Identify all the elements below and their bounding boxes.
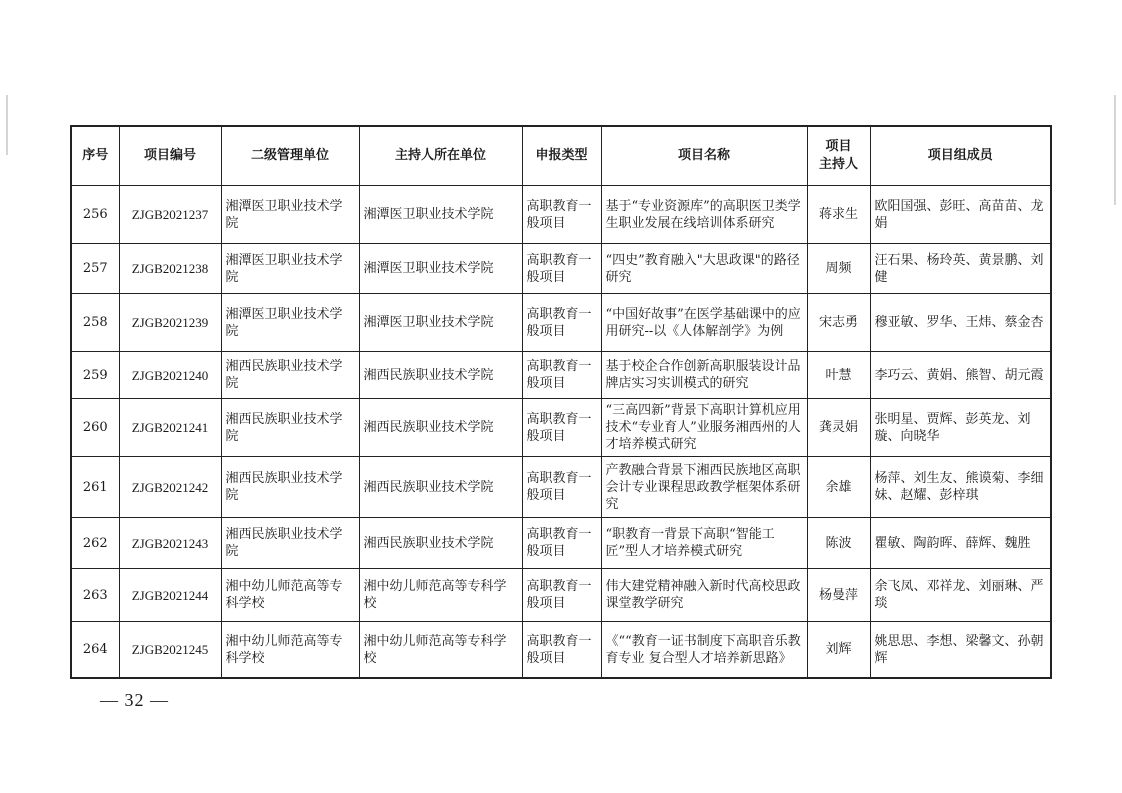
cell-seq: 258 [71,294,119,352]
cell-leader: 陈波 [807,518,870,569]
cell-code: ZJGB2021237 [119,186,221,244]
cell-members: 欧阳国强、彭旺、高苗苗、龙娟 [870,186,1051,244]
cell-type: 高职教育一般项目 [522,622,601,679]
cell-code: ZJGB2021239 [119,294,221,352]
cell-type: 高职教育一般项目 [522,518,601,569]
table-row [71,186,1051,244]
cell-project-name: “中国好故事”在医学基础课中的应用研究--以《人体解剖学》为例 [601,294,807,352]
cell-type: 高职教育一般项目 [522,352,601,399]
cell-code: ZJGB2021242 [119,457,221,518]
table-row [71,569,1051,622]
cell-host-unit: 湘中幼儿师范高等专科学校 [359,569,522,622]
cell-type: 高职教育一般项目 [522,294,601,352]
cell-leader: 宋志勇 [807,294,870,352]
header-leader-line1: 项目 [825,139,852,154]
cell-seq: 259 [71,352,119,399]
table-row [71,622,1051,679]
cell-seq: 260 [71,399,119,457]
cell-project-name: “四史”教育融入"大思政课"的路径研究 [601,244,807,294]
cell-code: ZJGB2021245 [119,622,221,679]
header-seq: 序号 [71,126,119,186]
cell-host-unit: 湘西民族职业技术学院 [359,518,522,569]
cell-host-unit: 湘潭医卫职业技术学院 [359,294,522,352]
cell-members: 姚思思、李想、梁馨文、孙朝辉 [870,622,1051,679]
cell-code: ZJGB2021243 [119,518,221,569]
cell-members: 余飞凤、邓祥龙、刘丽琳、严琰 [870,569,1051,622]
cell-type: 高职教育一般项目 [522,457,601,518]
table-row [71,518,1051,569]
cell-admin-unit: 湘中幼儿师范高等专科学校 [221,569,359,622]
cell-seq: 257 [71,244,119,294]
cell-host-unit: 湘潭医卫职业技术学院 [359,244,522,294]
table-row [71,399,1051,457]
cell-members: 杨萍、刘生友、熊谟菊、李细妹、赵耀、彭梓琪 [870,457,1051,518]
cell-seq: 261 [71,457,119,518]
cell-members: 穆亚敏、罗华、王炜、蔡金杏 [870,294,1051,352]
cell-project-name: 《““教育一证书制度下高职音乐教育专业 复合型人才培养新思路》 [601,622,807,679]
cell-project-name: 产教融合背景下湘西民族地区高职会计专业课程思政教学框架体系研究 [601,457,807,518]
cell-seq: 262 [71,518,119,569]
cell-code: ZJGB2021238 [119,244,221,294]
scan-edge-mark-right [1114,95,1116,205]
cell-host-unit: 湘西民族职业技术学院 [359,399,522,457]
cell-members: 张明星、贾辉、彭英龙、刘璇、向晓华 [870,399,1051,457]
cell-members: 李巧云、黄娟、熊智、胡元霞 [870,352,1051,399]
cell-seq: 263 [71,569,119,622]
header-name: 项目名称 [601,126,807,186]
page-number: — 32 — [100,690,169,710]
cell-admin-unit: 湘西民族职业技术学院 [221,457,359,518]
cell-host-unit: 湘潭医卫职业技术学院 [359,186,522,244]
cell-members: 瞿敏、陶韵晖、薛辉、魏胜 [870,518,1051,569]
cell-host-unit: 湘中幼儿师范高等专科学校 [359,622,522,679]
cell-project-name: “三高四新”背景下高职计算机应用技术“专业育人”业服务湘西州的人才培养模式研究 [601,399,807,457]
header-leader-line2: 主持人 [818,157,858,172]
cell-members: 汪石果、杨玲英、黄景鹏、刘健 [870,244,1051,294]
cell-admin-unit: 湘潭医卫职业技术学院 [221,294,359,352]
cell-seq: 256 [71,186,119,244]
cell-admin-unit: 湘潭医卫职业技术学院 [221,186,359,244]
scan-edge-mark-left [6,95,8,155]
cell-host-unit: 湘西民族职业技术学院 [359,457,522,518]
cell-leader: 余雄 [807,457,870,518]
cell-leader: 蒋求生 [807,186,870,244]
header-members: 项目组成员 [870,126,1051,186]
cell-code: ZJGB2021240 [119,352,221,399]
header-host-unit: 主持人所在单位 [359,126,522,186]
cell-code: ZJGB2021241 [119,399,221,457]
cell-leader: 周频 [807,244,870,294]
header-admin-unit: 二级管理单位 [221,126,359,186]
cell-type: 高职教育一般项目 [522,186,601,244]
cell-admin-unit: 湘中幼儿师范高等专科学校 [221,622,359,679]
cell-admin-unit: 湘西民族职业技术学院 [221,352,359,399]
cell-type: 高职教育一般项目 [522,244,601,294]
cell-leader: 刘辉 [807,622,870,679]
cell-project-name: 伟大建党精神融入新时代高校思政课堂教学研究 [601,569,807,622]
cell-project-name: 基于“专业资源库”的高职医卫类学生职业发展在线培训体系研究 [601,186,807,244]
cell-code: ZJGB2021244 [119,569,221,622]
cell-type: 高职教育一般项目 [522,569,601,622]
cell-project-name: 基于校企合作创新高职服装设计品牌店实习实训模式的研究 [601,352,807,399]
table-row [71,457,1051,518]
cell-leader: 杨曼萍 [807,569,870,622]
table-row [71,244,1051,294]
cell-admin-unit: 湘潭医卫职业技术学院 [221,244,359,294]
header-leader [807,126,870,186]
cell-seq: 264 [71,622,119,679]
cell-admin-unit: 湘西民族职业技术学院 [221,518,359,569]
table-row [71,294,1051,352]
cell-project-name: “职教育一背景下高职“智能工匠”型人才培养模式研究 [601,518,807,569]
header-type: 申报类型 [522,126,601,186]
table-row [71,352,1051,399]
table-header-row [71,126,1051,186]
cell-host-unit: 湘西民族职业技术学院 [359,352,522,399]
cell-type: 高职教育一般项目 [522,399,601,457]
cell-leader: 叶慧 [807,352,870,399]
project-table [70,125,1052,679]
cell-leader: 龚灵娟 [807,399,870,457]
cell-admin-unit: 湘西民族职业技术学院 [221,399,359,457]
header-code: 项目编号 [119,126,221,186]
